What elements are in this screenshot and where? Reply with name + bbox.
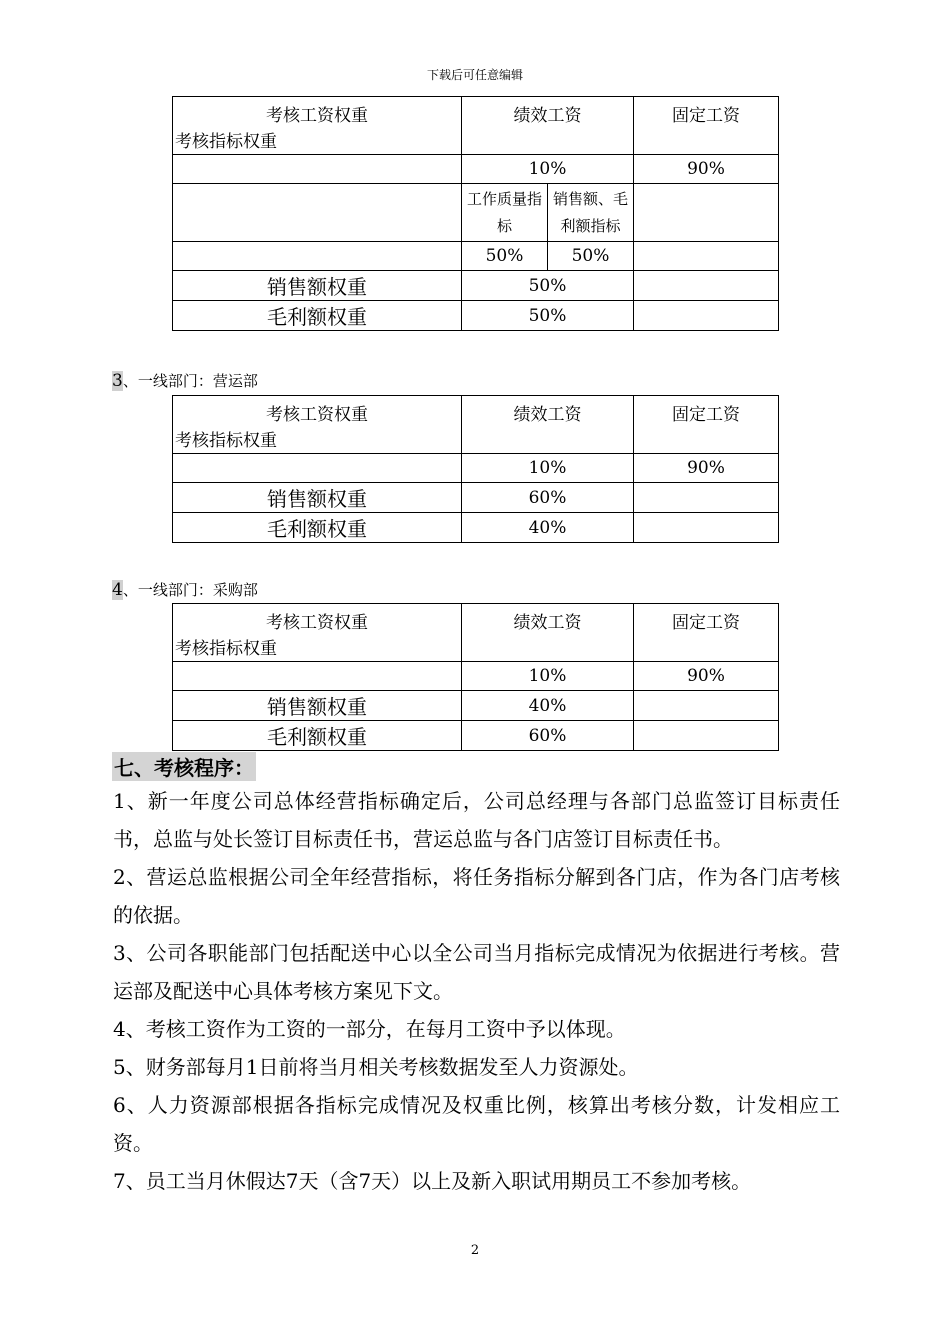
empty-cell [634,513,779,543]
section-number: 3 [112,371,123,391]
procedure-paragraph: 7、员工当月休假达7天（含7天）以上及新入职试用期员工不参加考核。 [113,1169,752,1193]
performance-salary-header: 绩效工资 [462,396,634,454]
diagonal-header-cell [173,396,462,454]
empty-cell [173,242,462,271]
table-row [173,513,779,543]
table-row [173,691,779,721]
weight-table-1 [172,96,779,331]
fixed-percent: 90% [634,662,779,691]
row-label: 销售额权重 [173,271,462,301]
empty-cell [634,483,779,513]
fixed-salary-header: 固定工资 [634,396,779,454]
diagonal-header-cell [173,97,462,155]
weight-table-3 [172,603,779,751]
row-label: 销售额权重 [173,691,462,721]
row-value: 40% [462,513,634,543]
procedure-paragraph: 6、人力资源部根据各指标完成情况及权重比例，核算出考核分数，计发相应工资。 [113,1093,840,1155]
section-3-heading [112,370,258,391]
section-text: 、一线部门：采购部 [122,581,258,599]
salary-weight-label: 考核工资权重 [266,405,368,425]
salary-weight-label: 考核工资权重 [266,106,368,126]
procedure-paragraph: 5、财务部每月1日前将当月相关考核数据发至人力资源处。 [113,1055,639,1079]
table-row [173,301,779,331]
performance-salary-header: 绩效工资 [462,604,634,662]
procedure-paragraph: 1、新一年度公司总体经营指标确定后，公司总经理与各部门总监签订目标责任书，总监与处长签订目标责任书，营运总监与各门店签订目标责任书。 [113,789,840,851]
weight-table-2 [172,395,779,543]
row-value: 60% [462,721,634,751]
section-number: 4 [112,580,123,600]
row-label: 毛利额权重 [173,301,462,331]
empty-cell [634,691,779,721]
indicator-weight-label: 考核指标权重 [175,431,277,451]
empty-cell [173,454,462,483]
indicator-weight-label: 考核指标权重 [175,639,277,659]
salary-weight-label: 考核工资权重 [266,613,368,633]
empty-cell [173,155,462,184]
procedure-paragraph: 2、营运总监根据公司全年经营指标，将任务指标分解到各门店，作为各门店考核的依据。 [113,865,840,927]
table-row [173,271,779,301]
section-7-heading: 七、考核程序： [112,752,256,781]
section-text: 、一线部门：营运部 [122,372,258,390]
fixed-percent: 90% [634,454,779,483]
empty-cell [173,184,462,242]
page-header: 下载后可任意编辑 [426,68,523,82]
row-value: 50% [462,301,634,331]
table-row [173,721,779,751]
row-value: 60% [462,483,634,513]
row-label: 毛利额权重 [173,721,462,751]
quality-indicator-percent: 50% [462,242,548,271]
row-value: 50% [462,271,634,301]
quality-indicator-header: 工作质量指标 [462,184,548,242]
performance-percent: 10% [462,454,634,483]
procedure-body [113,782,840,1200]
sales-profit-indicator-header: 销售额、毛利额指标 [548,184,634,242]
section-4-heading [112,579,258,600]
empty-cell [634,271,779,301]
empty-cell [173,662,462,691]
row-label: 销售额权重 [173,483,462,513]
performance-percent: 10% [462,662,634,691]
fixed-salary-header: 固定工资 [634,97,779,155]
sales-profit-indicator-percent: 50% [548,242,634,271]
empty-cell [634,184,779,242]
procedure-paragraph: 3、公司各职能部门包括配送中心以全公司当月指标完成情况为依据进行考核。营运部及配送中心具体考核方案见下文。 [113,941,840,1003]
diagonal-header-cell [173,604,462,662]
empty-cell [634,242,779,271]
table-row [173,483,779,513]
empty-cell [634,301,779,331]
fixed-percent: 90% [634,155,779,184]
page-number: 2 [470,1243,480,1258]
performance-salary-header: 绩效工资 [462,97,634,155]
indicator-weight-label: 考核指标权重 [175,132,277,152]
empty-cell [634,721,779,751]
procedure-paragraph: 4、考核工资作为工资的一部分，在每月工资中予以体现。 [113,1017,626,1041]
row-label: 毛利额权重 [173,513,462,543]
fixed-salary-header: 固定工资 [634,604,779,662]
performance-percent: 10% [462,155,634,184]
row-value: 40% [462,691,634,721]
